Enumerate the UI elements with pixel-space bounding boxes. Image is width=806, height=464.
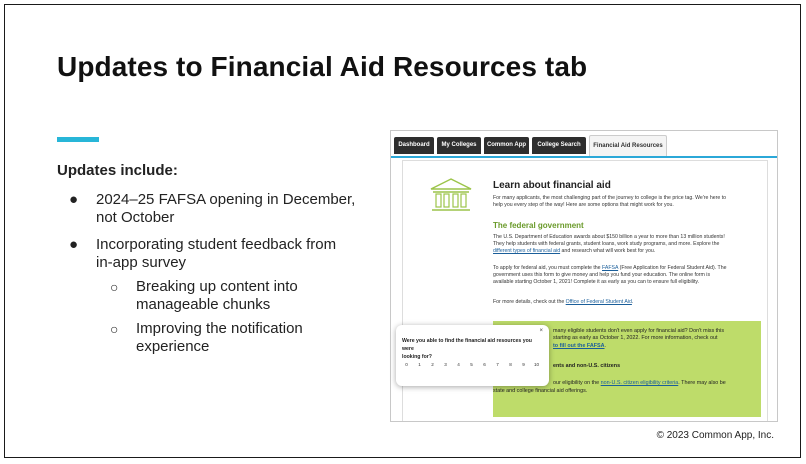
federal-text [493,234,761,256]
tab-dashboard[interactable]: Dashboard [394,137,434,154]
rating-option[interactable]: 8 [509,362,512,367]
tab-my-colleges[interactable]: My Colleges [437,137,481,154]
rating-option[interactable]: 10 [533,362,540,367]
text-span: and research what will work best for you. [560,248,656,255]
bullet-line: in-app survey [96,254,187,271]
green-text-3: state and college financial aid offerings. [493,388,588,394]
bullet-dot: ● [69,191,79,208]
bullet-line: 2024–25 FAFSA opening in December, [96,191,356,208]
text-span: our eligibility on the [553,380,601,386]
bullet-line: Incorporating student feedback from [96,236,337,253]
text-line [493,248,761,255]
rating-option[interactable]: 3 [444,362,447,367]
accent-bar [57,137,99,142]
sub-bullet-notification [110,320,303,356]
rating-option[interactable]: 5 [470,362,473,367]
text-span: . [631,299,634,305]
text-line: many eligible students don't even apply for financial aid? Don't miss this [553,328,725,334]
rating-option[interactable]: 1 [418,362,421,367]
tab-college-search[interactable]: College Search [532,137,586,154]
text-span: (Free Application for Federal Student Aid). The [618,265,727,271]
learn-heading: Learn about financial aid [493,180,611,191]
text-line: available starting October 1, 2021! Complete it as early as you can to ensure full eligibility. [493,279,700,286]
apply-text [493,265,761,287]
bullet-fafsa [69,191,356,227]
survey-popup [396,325,549,386]
close-icon[interactable]: × [539,328,543,334]
text-span: To apply for federal aid, you must complete the [493,265,602,271]
details-text [493,299,761,306]
fafsa-link[interactable]: FAFSA [602,265,619,271]
sub-bullet-ring: ○ [110,279,119,295]
tab-bar [391,131,777,158]
text-line: looking for? [402,354,432,360]
sub-bullet-line: experience [136,338,210,355]
types-of-aid-link[interactable]: different types of financial aid [493,248,561,255]
federal-heading: The federal government [493,221,584,230]
rating-option[interactable]: 7 [496,362,499,367]
non-us-criteria-link[interactable]: non-U.S. citizen eligibility criteria [600,380,679,386]
text-line [553,343,724,350]
sub-bullet-line: Breaking up content into [136,278,298,295]
text-line: Were you able to find the financial aid resources you were [402,338,532,352]
text-line: The U.S. Department of Education awards about $150 billion a year to more than 13 million students! [493,234,725,240]
text-span: For more details, check out the [493,299,566,305]
intro-text [493,195,761,209]
sub-bullet-ring: ○ [110,321,119,337]
text-line: help you every step of the way! Here are some options that might work for you. [493,202,674,209]
rating-option[interactable]: 6 [483,362,486,367]
non-us-heading: ents and non-U.S. citizens [553,363,621,369]
sub-bullet-line: manageable chunks [136,296,271,313]
bullet-dot: ● [69,236,79,253]
text-line: They help students with federal grants, student loans, work study programs, and more. Explore the [493,241,720,248]
footer-copyright: © 2023 Common App, Inc. [656,430,774,441]
updates-heading: Updates include: [57,162,178,179]
text-span: . There may also be [678,380,726,386]
rating-option[interactable]: 9 [522,362,525,367]
survey-question [402,337,544,361]
bank-icon [429,177,473,213]
federal-student-aid-link[interactable]: Office of Federal Student Aid [565,299,632,305]
sub-bullet-line: Improving the notification [136,320,303,337]
text-line [493,265,761,272]
text-line: For many applicants, the most challenging part of the journey to college is the price tag. We're here to [493,195,727,201]
tab-financial-aid-resources[interactable]: Financial Aid Resources [589,135,667,156]
text-line [553,380,726,387]
green-text-2 [553,380,726,387]
tab-common-app[interactable]: Common App [484,137,529,154]
text-line: government uses this form to give money and help you fund your education. The online form is [493,272,711,279]
bullet-line: not October [96,209,175,226]
rating-option[interactable]: 4 [457,362,460,367]
green-text-1 [553,328,724,350]
sub-bullet-chunks [110,278,298,314]
slide-title: Updates to Financial Aid Resources tab [57,51,588,82]
text-span: . [604,342,607,349]
rating-option[interactable]: 2 [431,362,434,367]
rating-option[interactable]: 0 [405,362,408,367]
text-line: starting as early as October 1, 2022. For more information, check out [553,335,718,342]
fill-out-fafsa-link[interactable]: to fill out the FAFSA [553,342,605,349]
bullet-feedback [69,236,337,272]
